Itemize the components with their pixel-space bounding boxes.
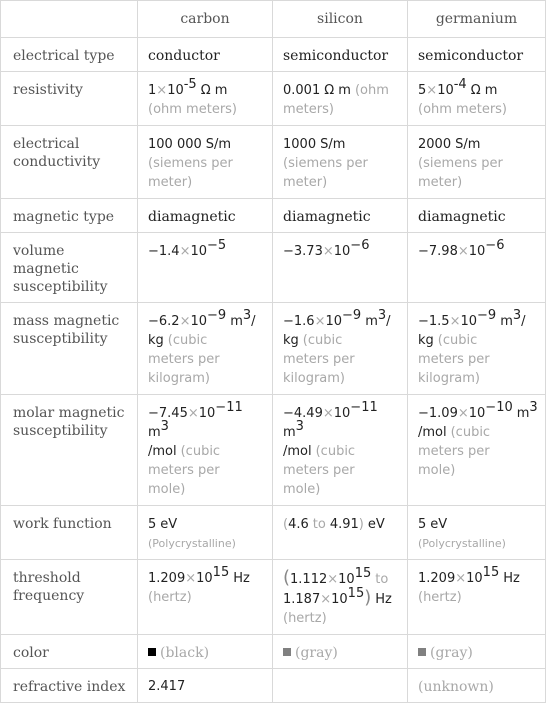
label-line: threshold — [13, 570, 81, 586]
unit: Hz — [503, 571, 520, 586]
row-magnetic-type — [1, 199, 546, 233]
unit-name: meters per — [283, 463, 355, 478]
note: (Polycrystalline) — [418, 537, 506, 550]
column-header-silicon: silicon — [273, 1, 408, 38]
close-paren: ) — [358, 517, 364, 532]
unit: / — [386, 314, 391, 329]
times-sign: × — [449, 314, 461, 329]
cell-value — [138, 395, 273, 506]
note: (Polycrystalline) — [148, 537, 236, 550]
exponent: 15 — [212, 565, 230, 580]
cell-value — [408, 560, 546, 635]
value: 1000 — [283, 137, 317, 152]
cell-value — [273, 506, 408, 560]
cell-value — [273, 635, 408, 669]
exponent: −11 — [215, 400, 243, 415]
exponent: −10 — [485, 400, 513, 415]
cell-value: diamagnetic — [273, 199, 408, 233]
unit-name: (ohm meters) — [418, 102, 508, 117]
row-volume-magnetic-susceptibility — [1, 233, 546, 303]
unit-name: meters) — [283, 102, 334, 117]
mantissa: 1.209 — [148, 571, 186, 586]
unit: kg — [418, 333, 434, 348]
unit: m — [230, 314, 243, 329]
row-label: color — [1, 635, 138, 669]
mantissa: −7.45 — [148, 406, 188, 421]
ten: 10 — [196, 571, 213, 586]
unit-name: kilogram) — [418, 371, 481, 386]
ten: 10 — [460, 314, 478, 329]
mantissa: −1.6 — [283, 314, 315, 329]
row-molar-magnetic-susceptibility — [1, 395, 546, 506]
cell-value — [408, 303, 546, 395]
cell-value: 2.417 — [138, 669, 273, 703]
unit-name: mole) — [418, 463, 456, 478]
unit: /mol — [148, 444, 177, 459]
unit-name: (cubic — [302, 333, 343, 348]
color-swatch — [418, 648, 426, 656]
row-color — [1, 635, 546, 669]
unit-name: (cubic — [437, 333, 478, 348]
row-refractive-index — [1, 669, 546, 703]
ten: 10 — [466, 571, 483, 586]
color-name: (black) — [160, 645, 210, 661]
times-sign: × — [179, 244, 191, 259]
label-line: conductivity — [13, 154, 101, 170]
value: 5 — [148, 517, 157, 532]
cell-value — [408, 506, 546, 560]
unit-name: (cubic — [315, 444, 356, 459]
unit: S/m — [320, 137, 346, 152]
cell-value: semiconductor — [408, 38, 546, 72]
times-sign: × — [314, 314, 326, 329]
times-sign: × — [457, 244, 469, 259]
value: 5 — [418, 517, 427, 532]
exponent: 15 — [347, 586, 365, 601]
row-label — [1, 560, 138, 635]
unit: S/m — [205, 137, 232, 152]
corner-cell — [1, 1, 138, 38]
ten: 10 — [167, 83, 184, 98]
row-mass-magnetic-susceptibility — [1, 303, 546, 395]
unit: Hz — [375, 592, 392, 607]
color-swatch — [283, 648, 291, 656]
unit-name: kilogram) — [283, 371, 346, 386]
value: 2000 — [418, 137, 452, 152]
row-label — [1, 303, 138, 395]
column-header-germanium: germanium — [408, 1, 546, 38]
row-label: refractive index — [1, 669, 138, 703]
exponent: 15 — [482, 565, 500, 580]
ten: 10 — [468, 406, 486, 421]
unit: eV — [430, 517, 448, 532]
unit-name: meters per — [418, 444, 490, 459]
close-paren: ) — [364, 587, 372, 608]
row-label — [1, 395, 138, 506]
column-header-carbon: carbon — [138, 1, 273, 38]
mantissa: 5 — [418, 83, 427, 98]
mantissa: 1 — [148, 83, 157, 98]
mantissa: −1.5 — [418, 314, 450, 329]
label-line: susceptibility — [13, 331, 108, 347]
unit: Ω m — [324, 83, 351, 98]
times-sign: × — [455, 571, 467, 586]
range-to: to — [312, 517, 326, 532]
cell-value — [138, 72, 273, 126]
cell-value: diamagnetic — [138, 199, 273, 233]
label-line: mass magnetic — [13, 313, 120, 329]
unit-name: meter) — [148, 175, 193, 190]
cell-value: semiconductor — [273, 38, 408, 72]
cell-value — [138, 233, 273, 303]
unit: kg — [148, 333, 164, 348]
unit: m — [500, 314, 513, 329]
label-line: electrical — [13, 136, 80, 152]
range-low: 4.6 — [288, 517, 309, 532]
row-label — [1, 126, 138, 199]
unit-exponent: 3 — [529, 400, 538, 415]
unit-name: (siemens per — [283, 156, 368, 171]
row-label: work function — [1, 506, 138, 560]
exponent: −9 — [342, 308, 362, 323]
unit-name: mole) — [283, 482, 321, 497]
unit: /mol — [418, 425, 447, 440]
unit-name: meters per — [418, 352, 490, 367]
row-label: resistivity — [1, 72, 138, 126]
ten: 10 — [325, 314, 343, 329]
unit-name: (siemens per — [418, 156, 503, 171]
unit-name: kilogram) — [148, 371, 211, 386]
unit-name: (cubic — [167, 333, 208, 348]
unit: S/m — [455, 137, 481, 152]
exponent: −6 — [485, 238, 505, 253]
ten: 10 — [333, 244, 351, 259]
mantissa: −1.4 — [148, 244, 180, 259]
cell-value — [138, 506, 273, 560]
unit-name: (siemens per — [148, 156, 233, 171]
exponent: −9 — [477, 308, 497, 323]
label-line: magnetic — [13, 261, 79, 277]
unit: m — [365, 314, 378, 329]
unit: /mol — [283, 444, 312, 459]
exponent: -5 — [183, 77, 197, 92]
range-to: to — [375, 572, 389, 587]
cell-value — [408, 72, 546, 126]
exponent: −6 — [350, 238, 370, 253]
times-sign: × — [320, 592, 332, 607]
mantissa: −6.2 — [148, 314, 180, 329]
range-high: 1.187 — [283, 592, 321, 607]
mantissa: −1.09 — [418, 406, 458, 421]
ten: 10 — [331, 592, 348, 607]
ten: 10 — [190, 314, 208, 329]
cell-value — [273, 126, 408, 199]
color-name: (gray) — [295, 645, 338, 661]
unit-name: (ohm meters) — [148, 102, 238, 117]
cell-value — [273, 233, 408, 303]
open-paren: ( — [283, 517, 289, 532]
cell-value — [273, 72, 408, 126]
unit-name: (hertz) — [148, 590, 192, 605]
cell-value — [138, 126, 273, 199]
unit-name: meters per — [148, 352, 220, 367]
unit-name: (cubic — [180, 444, 221, 459]
exponent: -4 — [453, 77, 467, 92]
row-label: electrical type — [1, 38, 138, 72]
value: 0.001 — [283, 83, 321, 98]
ten: 10 — [198, 406, 216, 421]
times-sign: × — [426, 83, 438, 98]
unit-exponent: 3 — [242, 308, 252, 323]
mantissa: −7.98 — [418, 244, 458, 259]
label-line: susceptibility — [13, 423, 108, 439]
cell-value: diamagnetic — [408, 199, 546, 233]
times-sign: × — [327, 572, 339, 587]
unit-exponent: 3 — [377, 308, 387, 323]
range-high: 4.91 — [329, 517, 359, 532]
cell-value — [408, 395, 546, 506]
times-sign: × — [179, 314, 191, 329]
ten: 10 — [468, 244, 486, 259]
exponent: 15 — [354, 566, 372, 581]
exponent: −5 — [207, 238, 227, 253]
unit: eV — [160, 517, 178, 532]
unit-name: meter) — [418, 175, 463, 190]
range-low: 1.112 — [290, 572, 328, 587]
unit: Ω m — [200, 83, 228, 98]
unit-name: (hertz) — [283, 611, 327, 626]
row-label: magnetic type — [1, 199, 138, 233]
unit-name: (hertz) — [418, 590, 462, 605]
cell-value: (unknown) — [408, 669, 546, 703]
cell-value — [408, 233, 546, 303]
cell-value — [408, 126, 546, 199]
row-threshold-frequency — [1, 560, 546, 635]
unit-name: mole) — [148, 482, 186, 497]
unit: kg — [283, 333, 299, 348]
row-label — [1, 233, 138, 303]
times-sign: × — [185, 571, 197, 586]
times-sign: × — [457, 406, 469, 421]
row-electrical-conductivity — [1, 126, 546, 199]
exponent: −11 — [350, 400, 378, 415]
cell-value — [273, 669, 408, 703]
unit-exponent: 3 — [160, 419, 169, 434]
color-swatch — [148, 648, 156, 656]
mantissa: 1.209 — [418, 571, 456, 586]
row-resistivity — [1, 72, 546, 126]
unit-name: meters per — [283, 352, 355, 367]
unit: m — [148, 425, 161, 440]
unit-exponent: 3 — [512, 308, 522, 323]
mantissa: −4.49 — [283, 406, 323, 421]
color-name: (gray) — [430, 645, 473, 661]
ten: 10 — [333, 406, 351, 421]
cell-value — [138, 560, 273, 635]
row-work-function — [1, 506, 546, 560]
label-line: susceptibility — [13, 279, 108, 295]
unit-name: (ohm — [354, 83, 389, 98]
value: 100 000 — [148, 137, 202, 152]
cell-value — [138, 635, 273, 669]
times-sign: × — [187, 406, 199, 421]
cell-value — [408, 635, 546, 669]
ten: 10 — [338, 572, 355, 587]
times-sign: × — [322, 406, 334, 421]
unit-name: meters per — [148, 463, 220, 478]
unit: m — [283, 425, 296, 440]
row-electrical-type — [1, 38, 546, 72]
cell-value — [273, 303, 408, 395]
times-sign: × — [156, 83, 168, 98]
label-line: molar magnetic — [13, 405, 125, 421]
unit: Hz — [233, 571, 250, 586]
cell-value — [273, 395, 408, 506]
unit: m — [516, 406, 530, 421]
unit: eV — [367, 517, 385, 532]
unit: Ω m — [470, 83, 498, 98]
open-paren: ( — [283, 567, 291, 588]
times-sign: × — [322, 244, 334, 259]
unit-name: meter) — [283, 175, 328, 190]
unit-name: (cubic — [450, 425, 491, 440]
unit-exponent: 3 — [295, 419, 304, 434]
unit: / — [521, 314, 526, 329]
cell-value — [138, 303, 273, 395]
label-line: frequency — [13, 588, 85, 604]
unit: / — [251, 314, 256, 329]
label-line: volume — [13, 243, 65, 259]
ten: 10 — [190, 244, 208, 259]
mantissa: −3.73 — [283, 244, 323, 259]
ten: 10 — [437, 83, 454, 98]
cell-value — [273, 560, 408, 635]
exponent: −9 — [207, 308, 227, 323]
cell-value: conductor — [138, 38, 273, 72]
header-row — [1, 1, 546, 38]
